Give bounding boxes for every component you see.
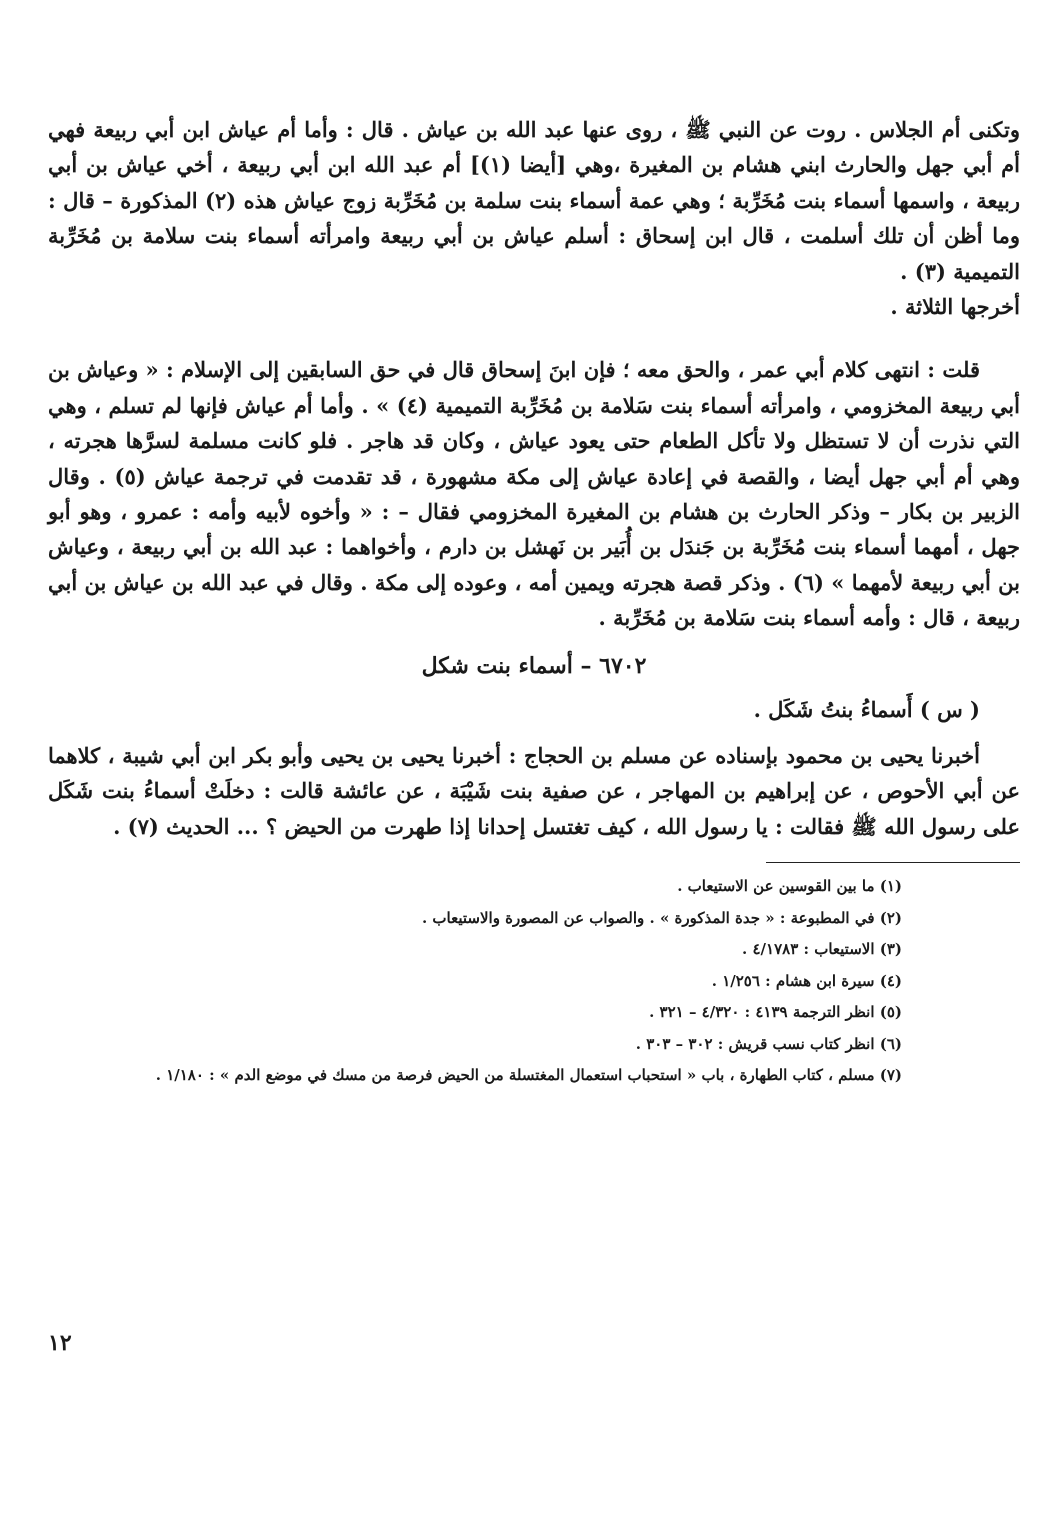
footnote-item: (٤) سيرة ابن هشام : ١/٢٥٦ . [711,971,902,990]
page-number: ١٢ [48,1330,72,1356]
entry-heading: ٦٧٠٢ – أسماء بنت شكل [421,652,647,679]
paragraph-commentary: قلت : انتهى كلام أبي عمر ، والحق معه ؛ فإن ابنَ إسحاق قال في حق السابقين إلى الإسلام : « وعياش بن أبي ربيعة المخزومي ، وامرأته أسماء بنت سَلامة بن مُخَرِّبة التميمية (٤) » . وأما أم عياش فإنها لم تسلم ، وهي التي نذرت أن لا تستظل ولا تأكل الطعام حتى يعود عياش ، وكان قد هاجر . فلو كانت مسلمة لسرَّها هجرته ، وهي أم أبي جهل أيضا ، والقصة في إعادة عياش إلى مكة مشهورة ، قد تقدمت في ترجمة عياش (٥) . وقال الزبير بن بكار – وذكر الحارث بن هشام بن المغيرة المخزومي فقال – : « وأخوه لأبيه وأمه : عمرو ، وهو أبو جهل ، أمهما أسماء بنت مُخَرِّبة بن جَندَل بن أُبَير بن نَهشل بن دارم ، وأخواهما : عبد الله بن أبي ربيعة ، وعياش بن أبي ربيعة لأمهما » (٦) . وذكر قصة هجرته ويمين أمه ، وعوده إلى مكة . وقال في عبد الله بن عياش بن أبي ربيعة ، قال : وأمه أسماء بنت سَلامة بن مُخَرِّبة . [48,357,1020,631]
footnotes-list [48,871,1020,1092]
footnote-item: (٣) الاستيعاب : ٤/١٧٨٣ . [742,940,902,959]
footnote-divider [766,862,1020,863]
paragraph-hadith: أخبرنا يحيى بن محمود بإسناده عن مسلم بن الحجاج : أخبرنا يحيى بن يحيى وأبو بكر ابن أبي شيبة ، كلاهما عن أبي الأحوص ، عن إبراهيم بن المهاجر ، عن صفية بنت شَيْبَة ، عن عائشة قالت : دخلَتْ أسماءُ بنت شَكَل على رسول الله ﷺ فقالت : يا رسول الله ، كيف تغتسل إحدانا إذا طهرت من الحيض ؟ ... الحديث (٧) . [48,742,1020,839]
footnote-item: (٧) مسلم ، كتاب الطهارة ، باب « استحباب استعمال المغتسلة من الحيض فرصة من مسك في موضع الدم » : ١/١٨٠ . [155,1066,902,1085]
paragraph-continuation: وتكنى أم الجلاس . روت عن النبي ﷺ ، روى عنها عبد الله بن عياش . قال : وأما أم عياش ابن أبي ربيعة فهي أم أبي جهل والحارث ابني هشام بن المغيرة ،وهي [أيضا (١)] أم عبد الله ابن أبي ربيعة ، أخي عياش بن أبي ربيعة ، واسمها أسماء بنت مُخَرِّبة ؛ وهي عمة أسماء بنت سلمة بن مُخَرِّبة زوج عياش هذه (٢) المذكورة – قال : وما أظن أن تلك أسلمت ، قال ابن إسحاق : أسلم عياش بن أبي ربيعة وامرأته أسماء بنت سلامة بن مُخَرِّبة التميمية (٣) . [48,117,1020,284]
footnote-item: (٢) في المطبوعة : « جدة المذكورة » . والصواب عن المصورة والاستيعاب . [421,908,902,927]
footnote-item: (٦) انظر كتاب نسب قريش : ٣٠٢ – ٣٠٣ . [635,1034,902,1053]
page-body [48,112,1020,1514]
footnote-item: (١) ما بين القوسين عن الاستيعاب . [677,876,902,895]
footnote-item: (٥) انظر الترجمة ٤١٣٩ : ٤/٣٢٠ – ٣٢١ . [649,1003,902,1022]
entry-subheading: ( س ) أَسماءُ بنتُ شَكَل . [753,696,980,722]
paragraph-attribution: أخرجها الثلاثة . [890,294,1020,320]
